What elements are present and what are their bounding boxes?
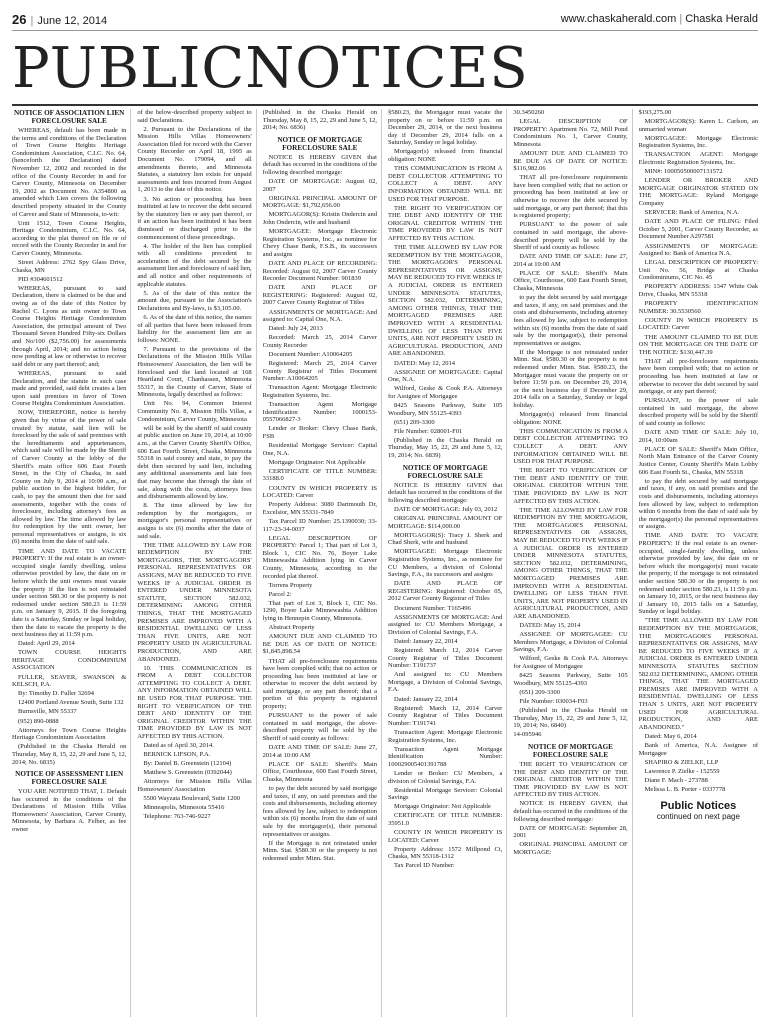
notice-paragraph: Unit No. 94, Common Interest Community No. 8, Mission Hills Villas, a Condominium, Carver County, Minnesota — [137, 400, 252, 423]
notice-paragraph: (Published in the Chaska Herald on Thursday, May 8, 15, 22, 29 and June 5, 12, 2014; No. 6835) — [12, 743, 127, 766]
notice-paragraph: Residential Mortgage Servicer: Capital One, N.A. — [262, 442, 377, 457]
notice-paragraph: TIME AND DATE TO VACATE PROPERTY: If the real estate is an owner-occupied single family dwelling, unless otherwise provided by law, the date on or before which the unit owners must vacate the property if the lien is not reinstated under section 580.30 or the property is not redeemed under section 580.23 is 11:59 p.m. on January 9, 2015. If the foregoing date is a Saturday, Sunday or legal holiday, then the date to vacate the property is the next business day at 11:59 p.m. — [12, 547, 127, 639]
notice-paragraph: DATE AND PLACE OF REGISTERING: Registered: August 02, 2007 Carver County Registrar of Titles — [262, 284, 377, 307]
notice-paragraph: If the Mortgage is not reinstated under Minn. Stat. §580.30 or the property is not redeemed under Minn. Stat. §580.23, the Mortgagor must vacate the property on or before 11:59 p.m. on December 29, 2014, or the next business day if December 29, 2014 falls on a Saturday, Sunday or legal holiday. — [513, 348, 628, 409]
notice-paragraph: By: Timothy D. Fuller 32694 — [18, 690, 95, 698]
notice-paragraph: PID #304601512 — [18, 275, 63, 283]
notice-paragraph: CERTIFICATE OF TITLE NUMBER: 35951.0 — [388, 812, 503, 827]
notice-paragraph: DATE AND TIME OF SALE: June 27, 2014 at 10:00 AM — [513, 253, 628, 268]
notice-paragraph: Mortgagor(s) released from financial obligation: NONE — [388, 148, 503, 164]
notice-paragraph: COUNTY IN WHICH PROPERTY IS LOCATED: Carver — [638, 316, 758, 332]
section-title-part2: NOTICES — [245, 36, 529, 101]
notice-paragraph: Document Number: T165496 — [394, 604, 471, 612]
notice-paragraph: (Published in the Chaska Herald on Thursday, May 15, 22, 29 and June 5, 12, 19, 2014; No. 6839) — [388, 436, 503, 460]
notice-paragraph: Street Address: 2762 Spy Glass Drive, Chaska, MN — [12, 259, 127, 274]
notice-paragraph: CERTIFICATE OF TITLE NUMBER: 33188.0 — [262, 467, 377, 483]
notice-paragraph: Transaction Agent Mortgage Identification Number: 100029005401391788 — [388, 745, 503, 768]
notice-paragraph: Telephone: 763-746-9227 — [143, 813, 211, 821]
notice-paragraph: DATE OF MORTGAGE: August 02, 2007 — [262, 178, 377, 193]
notice-paragraph: 6. As of the date of this notice, the names of all parties that have been released from liability for the assessment lien are as follows: NONE. — [137, 313, 252, 344]
notice-paragraph: 30.3450260 — [513, 109, 545, 116]
notice-paragraph: Lender or Broker: CU Members, a division of Colonial Savings, F.A. — [388, 769, 503, 785]
notice-paragraph: THE AMOUNT CLAIMED TO BE DUE ON THE MORTGAGE ON THE DATE OF THE NOTICE: $130,447.39 — [638, 333, 758, 356]
notice-paragraph: THE TIME ALLOWED BY LAW FOR REDEMPTION BY THE MORTGAGOR, THE MORTGAGOR'S PERSONAL REPRESENTATIVES OR ASSIGNS, MAY BE REDUCED TO FIVE WEEKS IF A JUDICIAL ORDER IS ENTERED UNDER MINNESOTA STATUTES, SECTION 582.032, DETERMINING, AMONG OTHER THINGS, THAT THE MORTGAGED PREMISES ARE IMPROVED WITH A RESIDENTIAL DWELLING OF LESS THAN FIVE UNITS, ARE NOT PROPERTY USED IN AGRICULTURAL PRODUCTION, AND ARE ABANDONED. — [513, 506, 628, 620]
notice-paragraph: Recorded: March 25, 2014 Carver County Recorder — [262, 334, 377, 349]
notice-paragraph: MORTGAGOR(S): Tracy J. Sherk and Chad Sherk, wife and husband — [388, 531, 503, 547]
folio-separator: | — [30, 14, 34, 27]
notice-paragraph: Registered: March 25, 2014 Carver County Registrar of Titles Document Number: A10064205 — [262, 360, 377, 383]
folio — [12, 12, 107, 27]
notice-paragraph: Dated: January 22, 2014 — [394, 637, 458, 645]
page-number: 26 — [12, 11, 27, 27]
notice-paragraph: NOTICE IS HEREBY GIVEN that default has occurred in the conditions of the following described mortgage: — [388, 481, 503, 504]
paper-name: Chaska Herald — [685, 13, 758, 25]
notice-paragraph: (651) 209-3300 — [519, 688, 560, 696]
notice-paragraph: Document Number: A10064205 — [268, 351, 353, 359]
notice-paragraph: TRANSACTION AGENT: Mortgage Electronic Registration Systems, Inc. — [638, 151, 758, 167]
notice-paragraph: Transaction Agent: Mortgage Electronic Registration Systems, Inc. — [388, 728, 503, 744]
notice-paragraph: DATE AND TIME OF SALE: June 27, 2014 at 10:00 AM — [262, 744, 377, 759]
notice-paragraph: LEGAL DESCRIPTION OF PROPERTY: Parcel 1; That part of Lot 3, Block 1, CIC No. 76, Boyer Lake Minnewashta Addition lying in Carver County, Minnesota, according to the recorded plat thereof. — [262, 534, 377, 580]
notice-paragraph: Matthew S. Greenstein (0392044) — [143, 769, 232, 777]
notice-heading: NOTICE OF MORTGAGE FORECLOSURE SALE — [402, 463, 488, 480]
notice-paragraph: TOWN COURSE HEIGHTS HERITAGE CONDOMINIUM ASSOCIATION — [12, 649, 127, 672]
notice-columns — [12, 109, 758, 1017]
notice-paragraph: "THE TIME ALLOWED BY LAW FOR REDEMPTION BY THE MORTGAGOR, THE MORTGAGOR'S PERSONAL REPRESENTATIVES OR ASSIGNS, MAY BE REDUCED TO FIVE WEEKS IF A JUDICIAL ORDER IS ENTERED UNDER MINNESOTA STATUTES SECTION 582.032 DETERMINING, AMONG OTHER THINGS, THAT THE MORTGAGED PREMISES ARE IMPROVED WITH A RESIDENTIAL DWELLING OF LESS THAN 5 UNITS, ARE NOT PROPERTY USED FOR AGRICULTURAL PRODUCTION, AND ARE ABANDONED." — [638, 617, 758, 731]
notice-paragraph: By: Daniel B. Greenstein (12104) — [143, 760, 232, 768]
notice-paragraph: WHEREAS, pursuant to said Declaration, there is claimed to be due and owing as of the date of this Notice by Rachel C. Lyons as unit owner to Town Course Heights Heritage Condominium Association, the principal amount of Two Thousand Seven Hundred Fifty-six Dollars and No/100 ($2,756.00) for assessments through April, 2014; and no action being now pending at law or otherwise to recover said debt or any part thereof; and; — [12, 284, 127, 368]
notice-paragraph: That part of Lot 3, Block 1, CIC No. 1290, Boyer Lake Minnewashta Addition lying in Hennepin County, Minnesota. — [262, 599, 377, 623]
notice-paragraph: Dated: April 29, 2014 — [18, 640, 75, 648]
notice-paragraph: (952) 890-0888 — [18, 717, 59, 725]
notice-column-3 — [263, 109, 382, 1017]
page-header — [12, 10, 758, 28]
notice-paragraph: PURSUANT, to the power of sale contained in said mortgage, the above described property will be sold by the Sheriff of said county as follows: — [638, 397, 758, 428]
notice-paragraph: BERNICK LIFSON, P.A. — [143, 751, 211, 759]
notice-paragraph: ASSIGNMENTS OF MORTGAGE: And assigned to: CU Members Mortgage, a Division of Colonial Savings, F.A. — [388, 613, 503, 636]
notice-heading: NOTICE OF MORTGAGE FORECLOSURE SALE — [277, 135, 363, 152]
notice-paragraph: to pay the debt secured by said mortgage and taxes, if any, on said premises and the costs and disbursements, including attorneys fees allowed by law, subject to redemption within 6 months from the date of said sale by the mortgagor(s) the personal representatives or assigns. — [638, 477, 758, 531]
section-title-part1: PUBLIC — [12, 36, 246, 101]
notice-paragraph: THE RIGHT TO VERIFICATION OF THE DEBT AND IDENTITY OF THE ORIGINAL CREDITOR WITHIN THE TIME PROVIDED BY LAW IS NOT AFFECTED BY THIS ACTION. — [513, 760, 628, 799]
notice-paragraph: of the below-described property subject to said Declarations. — [137, 109, 252, 124]
notice-paragraph: Mortgagor(s) released from financial obligation: NONE — [513, 411, 628, 426]
notice-paragraph: DATE OF MORTGAGE: July 03, 2012 — [394, 505, 498, 513]
notice-paragraph: 2. Pursuant to the Declarations of the Mission Hills Villas Homeowners' Association filed for record with the Carver County Recorder on April 18, 1995 as Document No. 179094, and all amendments thereto, and Minnesota Statutes, a statutory lien exists for unpaid assessments and fees incurred from August 1, 2013 to the date of this notice. — [137, 125, 252, 194]
site-url[interactable]: www.chaskaherald.com — [560, 13, 677, 25]
notice-paragraph: MORTGAGEE: Mortgage Electronic Registration Systems, Inc., as nominee for Chevy Chase Bank, F.S.B., its successors and assigns — [262, 228, 377, 258]
notice-paragraph: Transaction Agent Mortgage Identification Number: 1000153-0557066827-3 — [262, 401, 377, 424]
notice-paragraph: SHAPIRO & ZIELKE, LLP — [644, 758, 719, 766]
notice-column-6 — [639, 109, 758, 1017]
notice-paragraph: Attorneys for Mission Hills Villas Homeowners' Association — [137, 778, 252, 794]
notice-paragraph: 7. Pursuant to the provisions of the Declarations of the Mission Hills Villas Homeowners' Association, the lien will be foreclosed and the land located at 168 Heartland Court, Chanhassen, Minnesota 55317, in the County of Carver, State of Minnesota, legally described as follows: — [137, 345, 252, 399]
notice-paragraph: NOTICE IS HEREBY GIVEN, that default has occurred in the conditions of the following described mortgage: — [513, 800, 628, 823]
notice-paragraph: THE TIME ALLOWED BY LAW FOR REDEMPTION BY THE MORTGAGORS, THE MORTGAGORS' PERSONAL REPRESENTATIVES OR ASSIGNS, MAY BE REDUCED TO FIVE WEEKS IF A JUDICIAL ORDER IS ENTERED UNDER MINNESOTA STATUTE, SECTION 582.032, DETERMINING AMONG OTHER THINGS, THAT THE MORTGAGED PREMISES ARE IMPROVED WITH A RESIDENTIAL DWELLING OF LESS THAN FIVE UNITS, ARE NOT PROPERTY USED IN AGRICULTURAL PRODUCTION, AND ARE ABANDONED. — [137, 541, 252, 663]
notice-paragraph: Mortgage Originator: Not Applicable — [394, 803, 491, 811]
notice-paragraph: Minneapolis, Minnesota 55416 — [143, 804, 225, 812]
notice-paragraph: (651) 209-3300 — [394, 418, 435, 426]
notice-paragraph: (Published in the Chaska Herald on Thursday, May 15, 22, 29 and June 5, 12, 19, 2014; No. 6840) — [513, 707, 628, 730]
notice-paragraph: MORTGAGEE: Mortgage Electronic Registration Systems, Inc., as nominee for CU Members, a division of Colonial Savings, F.A., its successors and assigns — [388, 548, 503, 579]
notice-paragraph: Attorneys for Town Course Heights Heritage Condominium Association — [12, 726, 127, 742]
notice-heading: NOTICE OF ASSESSMENT LIEN FORECLOSURE SALE — [15, 770, 124, 787]
notice-paragraph: Burnsville, MN 55337 — [18, 708, 77, 716]
notice-paragraph: 10. THIS COMMUNICATION IS FROM A DEBT COLLECTOR ATTEMPTING TO COLLECT A DEBT. ANY INFORMATION OBTAINED WILL BE USED FOR THAT PURPOSE. THE RIGHT TO VERIFICATION OF THE DEBT AND IDENTITY OF THE ORIGINAL CREDITOR WITHIN THE TIME PROVIDED BY LAW IS NOT AFFECTED BY THIS ACTION. — [137, 664, 252, 740]
header-rule — [12, 30, 758, 31]
notice-paragraph: 5500 Wayzata Boulevard, Suite 1200 — [143, 795, 240, 803]
notice-paragraph: THAT all pre-foreclosure requirements have been complied with; that no action or proceeding has been instituted at law or otherwise to recover the debt secured by said mortgage, or any part thereof; that this is registered property; — [513, 174, 628, 220]
notice-paragraph: Property Address: 1572 Millpond Ct, Chaska, MN 55318-1312 — [388, 845, 503, 861]
notice-paragraph: THE RIGHT TO VERIFICATION OF THE DEBT AND IDENTITY OF THE ORIGINAL CREDITOR WITHIN THE TIME PROVIDED BY LAW IS NOT AFFECTED BY THIS ACTION. — [388, 204, 503, 242]
notice-paragraph: Torrens Property — [268, 581, 313, 589]
notice-column-2 — [137, 109, 256, 1017]
notice-paragraph: PROPERTY IDENTIFICATION NUMBER: 30.5530560 — [638, 300, 758, 315]
notice-paragraph: 3. No action or proceeding has been instituted at law to recover the debt secured by the statutory lien or any part thereof, or if an action has been instituted it has been dismissed or discharged prior to the commencement of these proceedings. — [137, 195, 252, 241]
notice-paragraph: 4. The holder of the lien has complied with all conditions precedent to acceleration of the debt secured by the assessment lien and foreclosure of said lien, and all notice and other requirements of applicable statutes. — [137, 242, 252, 288]
notice-paragraph: File Number: 030034-F03 — [519, 697, 588, 705]
notice-paragraph: Lender or Broker: Chevy Chase Bank, FSB — [262, 425, 377, 440]
notice-paragraph: WHEREAS, pursuant to said Declaration, and the statute in such case made and provided, said debt creates a lien upon said premises in favor of Town Course Heights Condominium Association. — [12, 369, 127, 408]
notice-paragraph: COUNTY IN WHICH PROPERTY IS LOCATED: Carver — [388, 829, 503, 844]
notice-paragraph: COUNTY IN WHICH PROPERTY IS LOCATED: Carver — [262, 484, 377, 500]
notice-paragraph: MORTGAGOR(S): Karen L. Carlson, an unmarried woman — [638, 118, 758, 133]
notice-paragraph: 14-095946 — [513, 731, 542, 739]
notice-paragraph: Parcel 2: — [268, 590, 292, 598]
notice-paragraph: Registered: March 12, 2014 Carver County Registrar of Titles Document Number: T191737 — [388, 647, 503, 670]
notice-paragraph: Property Address: 3080 Dartmouth Dr, Excelsior, MN 55331-7849 — [262, 501, 377, 516]
notice-paragraph: DATED: May 12, 2014 — [394, 359, 456, 367]
notice-paragraph: PLACE OF SALE: Sheriff's Main Office, Courthouse, 600 East Fourth Street, Chaska, Minnesota — [513, 269, 628, 293]
notice-paragraph: THAT all pre-foreclosure requirements have been complied with; that no action or proceeding has been instituted at law or otherwise to recover the debt secured by said mortgage, or any part thereof; that a portion of this property is registered property; — [262, 657, 377, 711]
notice-paragraph: THE TIME ALLOWED BY LAW FOR REDEMPTION BY THE MORTGAGOR, THE MORTGAGOR'S PERSONAL REPRESENTATIVES OR ASSIGNS, MAY BE REDUCED TO FIVE WEEKS IF A JUDICIAL ORDER IS ENTERED UNDER MINNESOTA STATUTES, SECTION 582.032, DETERMINING, AMONG OTHER THINGS, THAT THE MORTGAGED PREMISES ARE IMPROVED WITH A RESIDENTIAL DWELLING OF LESS THAN FIVE UNITS, ARE NOT PROPERTY USED IN AGRICULTURAL PRODUCTION, AND ARE ABANDONED. — [388, 244, 503, 358]
notice-paragraph: WHEREAS, default has been made in the terms and conditions of the Declaration of Town Course Heights Heritage Condominium Association, C.I.C. No. 64, (henceforth the Declaration) dated November 12, 2002 and recorded in the office of the County Recorder in and for Carver County, Minnesota on December 19, 2002 as Document No. A354800 as amended which Lien covers the following described property situated in the County of Carver and State of Minnesota, to-wit: — [12, 127, 127, 218]
notice-paragraph: AMOUNT DUE AND CLAIMED TO BE DUE AS OF DATE OF NOTICE: $1,845,898.54 — [262, 633, 377, 656]
notice-paragraph: Mortgage Originator: Not Applicable — [268, 458, 366, 466]
notice-paragraph: 8425 Seasons Parkway, Suite 105 Woodbury, MN 55125-4393 — [388, 401, 503, 417]
notice-paragraph: 8425 Seasons Parkway, Suite 105 Woodbury, MN 55125-4393 — [513, 672, 628, 687]
notice-paragraph: Lawrence P. Zielke - 152559 — [644, 767, 720, 775]
notice-paragraph: Unit 1512, Town Course Heights, Heritage Condominium, C.I.C. No. 64, according to the plat thereof on file or of record with the County Recorder in and for Carver County, Minnesota. — [12, 219, 127, 257]
issue-date: June 12, 2014 — [37, 14, 108, 27]
notice-paragraph: DATED: May 15, 2014 — [519, 622, 581, 630]
notice-paragraph: Residential Mortgage Servicer: Colonial Savings — [388, 786, 503, 802]
notice-paragraph: MIN#: 100050500007131572 — [644, 168, 723, 176]
notice-paragraph: PLACE OF SALE: Sheriff's Main Office, Courthouse, 600 East Fourth Street, Chaska, Minnesota — [262, 760, 377, 783]
notice-paragraph: TIME AND DATE TO VACATE PROPERTY: If the real estate is an owner-occupied, single-family dwelling, unless otherwise provided by law, the date on or before which the mortgagor(s) must vacate the property, if the mortgage is not reinstated under section 580.30 or the property is not redeemed under section 580.23, is 11:59 p.m. on January 10, 2015, or the next business day if January 10, 2015 falls on a Saturday, Sunday or legal holiday. — [638, 532, 758, 616]
notice-paragraph: AMOUNT DUE AND CLAIMED TO BE DUE AS OF DATE OF NOTICE: $116,982.06 — [513, 149, 628, 173]
notice-heading: NOTICE OF MORTGAGE FORECLOSURE SALE — [528, 742, 613, 759]
notice-paragraph: THAT all pre-foreclosure requirements have been complied with; that no action or proceeding has been instituted at law or otherwise to recover the debt secured by said mortgage, or any part thereof; — [638, 357, 758, 396]
notice-paragraph: Registered: March 12, 2014 Carver County Registrar of Titles Document Number: T191741 — [388, 704, 503, 727]
notice-column-4 — [388, 109, 507, 1017]
notice-paragraph: DATE AND PLACE OF RECORDING: Recorded: August 02, 2007 Carver County Recorder Document Number: 901839 — [262, 260, 377, 283]
notice-paragraph: LENDER OR BROKER AND MORTGAGE ORIGINATOR STATED ON THE MORTGAGE: Ryland Mortgage Company — [638, 177, 758, 208]
notice-paragraph: Wilford, Geske & Cook P.A. Attorneys for Assignee of Mortgagee — [388, 385, 503, 400]
notice-paragraph: PROPERTY ADDRESS: 1347 White Oak Drive, Chaska, MN 55318 — [638, 283, 758, 299]
notice-paragraph: Transaction Agent: Mortgage Electronic Registration Systems, Inc. — [262, 384, 377, 399]
notice-paragraph: DATE AND TIME OF SALE: July 10, 2014, 10:00am — [638, 429, 758, 444]
notice-paragraph: to pay the debt secured by said mortgage and taxes, if any, on said premises and the costs and disbursements, including attorney fees allowed by law, subject to redemption within six (6) months from the date of said sale by the mortgagor(s), their personal representatives or assigns. — [262, 785, 377, 838]
notice-paragraph: Tax Parcel ID Number: 25.1390030; 33-117-23-34-0037 — [262, 517, 377, 533]
section-title — [12, 36, 529, 102]
notice-paragraph: THIS COMMUNICATION IS FROM A DEBT COLLECTOR ATTEMPTING TO COLLECT A DEBT. ANY INFORMATION OBTAINED WILL BE USED FOR THAT PURPOSE. — [513, 427, 628, 466]
continued-subtitle: continued on next page — [656, 812, 740, 822]
notice-paragraph: Wilford, Geske & Cook P.A. Attorneys for Assignee of Mortgagee — [513, 655, 628, 671]
notice-paragraph: And assigned to: CU Members Mortgage, a Division of Colonial Savings, F.A. — [388, 671, 503, 694]
title-rule — [12, 104, 758, 106]
notice-paragraph: 12400 Portland Avenue South, Suite 132 — [18, 699, 124, 707]
notice-paragraph: THE RIGHT TO VERIFICATION OF THE DEBT AND IDENTITY OF THE ORIGINAL CREDITOR WITHIN THE TIME PROVIDED BY LAW IS NOT AFFECTED BY THIS ACTION. — [513, 467, 628, 505]
notice-paragraph: PURSUANT to the power of sale contained in said mortgage, the above-described property will be sold by the Sheriff of said county as follows: — [262, 712, 377, 742]
notice-paragraph: NOTICE IS HEREBY GIVEN that default has occurred in the conditions of the following described mortgage: — [262, 153, 377, 176]
continued-box — [639, 799, 758, 821]
notice-paragraph: YOU ARE NOTIFIED THAT, 1. Default has occurred in the conditions of the Declarations of Mission Hills Villas Homeowners' Association, Carver County, Minnesota, by Barbara A. Felber, as fee owner — [12, 788, 127, 834]
notice-paragraph: (Published in the Chaska Herald on Thursday, May 8, 15, 22, 29 and June 5, 12, 2014; No. 6836) — [262, 109, 377, 132]
notice-paragraph: Diane F. Mach - 273788 — [644, 776, 708, 784]
notice-paragraph: DATE AND PLACE OF REGISTERING: Registered: October 05, 2012 Carver County Registrar of Titles — [388, 580, 503, 603]
site-credit — [561, 13, 758, 25]
notice-paragraph: 8. The time allowed by law for redemption by the mortgagors, or mortgagor's personal representatives or assigns is six (6) months after the date of said sale. — [137, 502, 252, 540]
notice-paragraph: to pay the debt secured by said mortgage and taxes, if any, on said premises and the costs and disbursements, including attorney fees allowed by law, subject to redemption within six (6) months from the date of said sale by the mortgagor(s), their personal representatives or assigns. — [513, 294, 628, 347]
notice-paragraph: Dated: July 24, 2013 — [268, 325, 323, 333]
notice-paragraph: LEGAL DESCRIPTION OF PROPERTY: Apartment No. 72, Mill Pond Condominium No. 1, Carver County, Minnesota — [513, 118, 628, 148]
notice-paragraph: Tax Parcel ID Number: — [394, 862, 455, 870]
notice-paragraph: Dated as of April 30, 2014. — [143, 742, 214, 750]
notice-paragraph: PURSUANT to the power of sale contained in said mortgage, the above-described property will be sold by the Sheriff of said county as follows: — [513, 221, 628, 252]
continued-title: Public Notices — [660, 800, 737, 813]
notice-paragraph: PLACE OF SALE: Sheriff's Main Office, North Main Entrance of the Carver County Justice Center, County Sheriff's Main Lobby 606 East Fourth St., Chaska, MN 55318 — [638, 445, 758, 476]
notice-paragraph: NOW, THEREFORE, notice is hereby given that by virtue of the power of sale created by statute, said lien will be foreclosed by the sale of said premises with the hereditaments and appurtenances, which said sale will be made by the Sheriff of Carver County at the lobby of the Sheriff's main office 606 East Fourth Street, in the City of Chaska, in said County on July 9, 2014 at 10:00 a.m., at public auction to the highest bidder, for cash, to pay the amount then due for said assessments, together with the costs of foreclosure, including attorney's fees as allowed by law. The time allowed by law for redemption by the unit owner, her personal representatives or assigns, is six (6) months from the date of said sale. — [12, 409, 127, 546]
notice-paragraph: will be sold by the sheriff of said county at public auction on June 19, 2014, at 10:00 a.m., at the Carver County Sheriff's Office, 606 East Fourth Street, Chaska, Minnesota 55318 in said county and state, to pay the debt then secured by said lien, including any additional assessments and late fees that may become due through the date of sale, along with the costs, attorneys fees and disbursements allowed by law. — [137, 424, 252, 501]
notice-paragraph: Bank of America, N.A. Assignee of Mortgagee — [638, 741, 758, 757]
notice-paragraph: $193,275.00 — [638, 109, 672, 116]
notice-column-1 — [12, 109, 131, 1017]
site-separator: | — [679, 13, 683, 25]
notice-paragraph: ASSIGNMENTS OF MORTGAGE: And assigned to: Capital One, N.A. — [262, 308, 377, 324]
notice-paragraph: §580.23, the Mortgagor must vacate the property on or before 11:59 p.m. on December 29, 2014, or the next business day if December 29, 2014 falls on a Saturday, Sunday or legal holiday. — [388, 109, 503, 147]
notice-paragraph: Dated: January 22, 2014 — [394, 695, 458, 703]
notice-paragraph: FULLER, SEAVER, SWANSON & KELSCH, P.A. — [12, 673, 127, 689]
notice-column-5 — [513, 109, 632, 1017]
notice-paragraph: ORIGINAL PRINCIPAL AMOUNT OF MORTGAGE: $1,792,656.00 — [262, 194, 377, 210]
notice-paragraph: DATE OF MORTGAGE: September 28, 2001 — [513, 824, 628, 840]
notice-paragraph: SERVICER: Bank of America, N.A. — [644, 209, 740, 217]
notice-paragraph: DATE AND PLACE OF FILING: Filed October 5, 2001, Carver County Recorder, as Document Number A297581 — [638, 218, 758, 241]
notice-heading: NOTICE OF ASSOCIATION LIEN FORECLOSURE SALE — [13, 109, 125, 125]
notice-paragraph: LEGAL DESCRIPTION OF PROPERTY: Unit No. 56, Bridge at Chaska Condominiums, CIC No. 45 — [638, 259, 758, 282]
notice-paragraph: MORTGAGEE: Mortgage Electronic Registration Systems, Inc. — [638, 134, 758, 150]
notice-paragraph: If the Mortgage is not reinstated under Minn. Stat. §580.30 or the property is not redeemed under Minn. Stat. — [262, 839, 377, 862]
notice-paragraph: Dated: May 6, 2014 — [644, 732, 697, 740]
notice-paragraph: ASSIGNEE OF MORTGAGEE: Capital One, N.A. — [388, 368, 503, 384]
notice-paragraph: THIS COMMUNICATION IS FROM A DEBT COLLECTOR ATTEMPTING TO COLLECT A DEBT. ANY INFORMATION OBTAINED WILL BE USED FOR THAT PURPOSE. — [388, 165, 503, 203]
notice-paragraph: Abstract Property — [268, 624, 315, 632]
notice-paragraph: ASSIGNEE OF MORTGAGEE: CU Members Mortgage, a Division of Colonial Savings, F.A. — [513, 631, 628, 654]
notice-paragraph: Melissa L. B. Porter - 0337778 — [644, 785, 726, 793]
notice-paragraph: MORTGAGOR(S): Kristin Ondercin and John Ondercin, wife and husband — [262, 211, 377, 227]
notice-paragraph: File Number: 028001-F01 — [394, 427, 463, 435]
notice-paragraph: 5. As of the date of this notice the amount due, pursuant to the Association's Declarations and By-laws, is $3,105.00. — [137, 289, 252, 312]
notice-paragraph: ORIGINAL PRINCIPAL AMOUNT OF MORTGAGE: — [513, 841, 628, 856]
notice-paragraph: ORIGINAL PRINCIPAL AMOUNT OF MORTGAGE: $114,000.00 — [388, 515, 503, 530]
notice-paragraph: ASSIGNMENTS OF MORTGAGE: Assigned to: Bank of America N.A. — [638, 242, 758, 258]
